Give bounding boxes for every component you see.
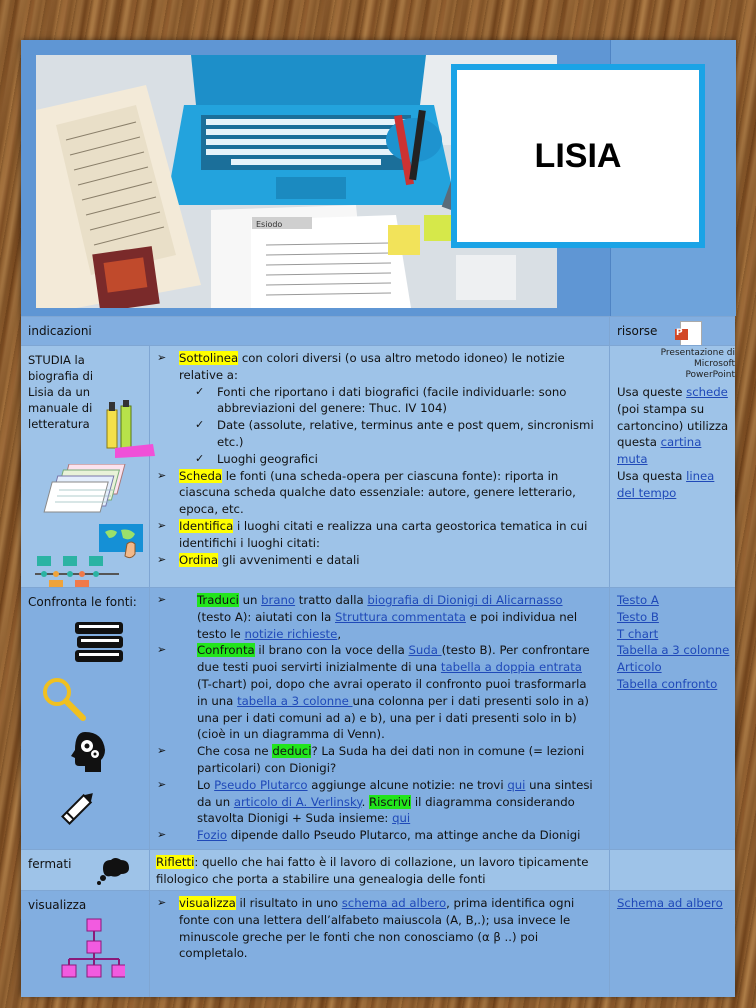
link-articolo[interactable]: Articolo — [617, 660, 662, 675]
fermati-label: fermati — [28, 857, 72, 871]
fermati-text — [156, 854, 602, 888]
text-traduci-a: un — [238, 593, 262, 607]
link-res-tabella-3-colonne[interactable]: Tabella a 3 colonne — [617, 643, 730, 658]
text-visualizza-a: il risultato in uno — [235, 896, 342, 910]
header-indicazioni-cell — [21, 317, 610, 346]
link-biografia-dionigi[interactable]: biografia di Dionigi di Alicarnasso — [367, 593, 563, 607]
link-pseudo-plutarco[interactable]: Pseudo Plutarco — [214, 777, 308, 792]
confronta-resources — [617, 592, 732, 693]
step-visualizza — [150, 895, 600, 962]
text-rifletti: : quello che hai fatto è il lavoro di collazione, un lavoro tipicamente filologico che porta a stabilire una genealogia delle fonti — [156, 855, 589, 886]
res-usa-questa: Usa questa — [617, 468, 687, 483]
res-stampa: (poi stampa su cartoncino) utilizza questa — [617, 401, 729, 450]
text-visualizza-b: , prima identifica ogni fonte con una lettera dell’alfabeto maiuscola (A, B,.); usa invece le minuscole greche per le fonti che non conosciamo (α β ..) poi completalo. — [179, 896, 575, 961]
text-confronta-c: (T-chart) poi, dopo che avrai operato il confronto puoi trasformarla in una — [197, 676, 587, 708]
text-traduci-b: tratto dalla — [295, 593, 368, 607]
highlighter-markers-icon — [101, 400, 157, 460]
page-title: LISIA — [534, 136, 622, 175]
text-identifica: i luoghi citati e realizza una carta geostorica tematica in cui identifichi i luoghi citati: — [179, 518, 588, 550]
check-fonti: ✓ Fonti che riportano i dati biografici (facile individuarle: sono abbreviazioni del genere: Thuc. IV 104) — [179, 384, 600, 418]
studia-instructions-cell — [150, 346, 610, 588]
magnifier-icon — [39, 674, 91, 726]
studia-steps — [150, 350, 600, 568]
text-fozio: dipende dallo Pseudo Plutarco, ma attinge anche da Dionigi — [227, 828, 581, 843]
step-deduci — [150, 743, 600, 777]
text-pp-c: una sintesi da un — [197, 777, 593, 809]
link-tabella-doppia-entrata[interactable]: tabella a doppia entrata — [440, 660, 582, 675]
link-t-chart[interactable]: T chart — [617, 626, 659, 641]
visualizza-steps — [150, 895, 600, 962]
step-sottolinea — [150, 350, 600, 468]
link-testo-b[interactable]: Testo B — [617, 609, 659, 624]
hl-identifica: Identifica — [179, 518, 234, 533]
pencil-icon — [57, 788, 99, 828]
link-fozio[interactable]: Fozio — [197, 828, 227, 843]
hl-sottolinea: Sottolinea — [179, 351, 239, 365]
studia-label: STUDIA la biografia di Lisia da un manuale di letteratura — [28, 353, 94, 431]
link-qui-diagramma[interactable]: qui — [392, 811, 411, 826]
visualizza-resources — [617, 895, 732, 912]
link-schema-ad-albero[interactable]: schema ad albero — [341, 896, 447, 910]
row-visualizza — [21, 890, 735, 997]
link-suda[interactable]: Suda — [408, 643, 442, 658]
title-box — [451, 64, 705, 248]
text-pp-e: il diagramma considerando stavolta Dionigi + Suda insieme: — [197, 794, 575, 826]
check-date: ✓ Date (assolute, relative, terminus ante e post quem, sincronismi etc.) — [179, 417, 600, 451]
ppt-caption: Presentazione di Microsoft PowerPoint — [660, 348, 735, 380]
books-stack-icon — [71, 616, 127, 666]
text-confronta-a: il brano con la voce della — [254, 643, 409, 658]
text-scheda: le fonti (una scheda-opera per ciascuna fonte): riporta in ciascuna scheda qualche dato essenziale: autore, genere letterario, epoca, etc. — [179, 468, 576, 517]
text-confronta-d: una colonna per i dati presenti solo in a) una per i dati comuni ad a) e b), una per i dati presenti solo in b) (cioè in un diagramma di Venn). — [197, 693, 589, 742]
worksheet — [21, 40, 735, 996]
hl-ordina: Ordina — [179, 552, 219, 567]
header-risorse-cell — [610, 317, 735, 346]
hl-deduci: deduci — [272, 744, 312, 759]
visualizza-label-cell — [21, 891, 150, 997]
link-qui-sintesi[interactable]: qui — [507, 777, 526, 792]
step-pseudo-plutarco — [150, 777, 600, 827]
row-confronta — [21, 587, 735, 850]
fermati-text-cell — [150, 850, 610, 891]
link-brano[interactable]: brano — [261, 593, 296, 607]
hl-traduci: Traduci — [197, 593, 239, 607]
powerpoint-icon[interactable] — [680, 321, 702, 347]
text-pp-b: aggiunge alcune notizie: ne trovi — [307, 777, 508, 792]
confronta-label: Confronta le fonti: — [28, 595, 137, 609]
header-indicazioni: indicazioni — [28, 324, 92, 338]
hl-confronta: Confronta — [197, 643, 255, 658]
text-deduci-a: Che cosa ne — [197, 744, 273, 759]
confronta-label-cell — [21, 588, 150, 850]
step-confronta — [150, 642, 600, 743]
row-fermati — [21, 849, 735, 891]
text-traduci-e: , — [337, 626, 342, 641]
text-pp-d: . — [361, 794, 370, 809]
table-header-row — [21, 316, 735, 346]
confronta-instructions-cell — [150, 588, 610, 850]
title-inner — [457, 70, 699, 242]
step-fozio — [150, 827, 600, 844]
link-tabella-confronto[interactable]: Tabella confronto — [617, 676, 718, 691]
visualizza-label: visualizza — [28, 898, 87, 912]
link-linea-del-tempo[interactable]: linea del tempo — [617, 468, 715, 500]
hl-scheda: Scheda — [179, 468, 223, 483]
link-articolo-verlinsky[interactable]: articolo di A. Verlinsky — [233, 794, 362, 809]
link-notizie-richieste[interactable]: notizie richieste — [244, 626, 338, 641]
link-schede[interactable]: schede — [686, 385, 728, 399]
visualizza-instructions-cell — [150, 891, 610, 997]
text-ordina: gli avvenimenti e datali — [218, 552, 360, 567]
thought-bubble-icon — [95, 856, 131, 886]
step-traduci — [150, 592, 600, 642]
text-pp-a: Lo — [197, 777, 215, 792]
fermati-resources-cell — [610, 850, 735, 891]
text-traduci-c: (testo A): aiutati con la — [197, 609, 336, 624]
hl-riscrivi: Riscrivi — [369, 794, 412, 809]
step-identifica — [150, 518, 600, 552]
visualizza-resources-cell — [610, 891, 735, 997]
res-usa-queste: Usa queste — [617, 385, 687, 399]
text-traduci-d: e poi individua nel testo le — [197, 609, 578, 641]
step-ordina — [150, 552, 600, 569]
confronta-steps — [150, 592, 600, 844]
text-sottolinea: con colori diversi (o usa altro metodo idoneo) le notizie relative a: — [179, 351, 565, 382]
header-risorse: risorse — [617, 324, 658, 338]
step-scheda — [150, 468, 600, 518]
sottolinea-checklist — [179, 384, 600, 468]
hl-visualizza: visualizza — [179, 896, 236, 910]
index-cards-icon — [39, 464, 131, 514]
timeline-icon — [31, 552, 123, 590]
link-struttura-commentata[interactable]: Struttura commentata — [335, 609, 466, 624]
row-studia — [21, 345, 735, 588]
check-luoghi: ✓ Luoghi geografici — [179, 451, 600, 468]
studia-resources — [617, 384, 732, 502]
link-cartina-muta[interactable]: cartina muta — [617, 435, 702, 467]
link-tabella-3-colonne[interactable]: tabella a 3 colonne — [237, 693, 353, 708]
text-deduci-b: ? La Suda ha dei dati non in comune (= lezioni particolari) con Dionigi? — [197, 744, 585, 775]
fermati-label-cell — [21, 850, 150, 891]
studia-label-cell — [21, 346, 150, 588]
header-band — [21, 40, 735, 316]
studia-resources-cell — [610, 346, 735, 588]
confronta-resources-cell — [610, 588, 735, 850]
link-res-schema-ad-albero[interactable]: Schema ad albero — [617, 896, 723, 910]
link-testo-a[interactable]: Testo A — [617, 593, 659, 607]
head-gears-icon — [65, 730, 109, 776]
text-confronta-b: (testo B). Per confrontare due testi puoi servirti inizialmente di una — [197, 643, 590, 675]
hl-rifletti: Rifletti — [156, 855, 195, 869]
tree-diagram-icon — [61, 917, 125, 981]
svg-text:Esiodo: Esiodo — [256, 220, 283, 229]
